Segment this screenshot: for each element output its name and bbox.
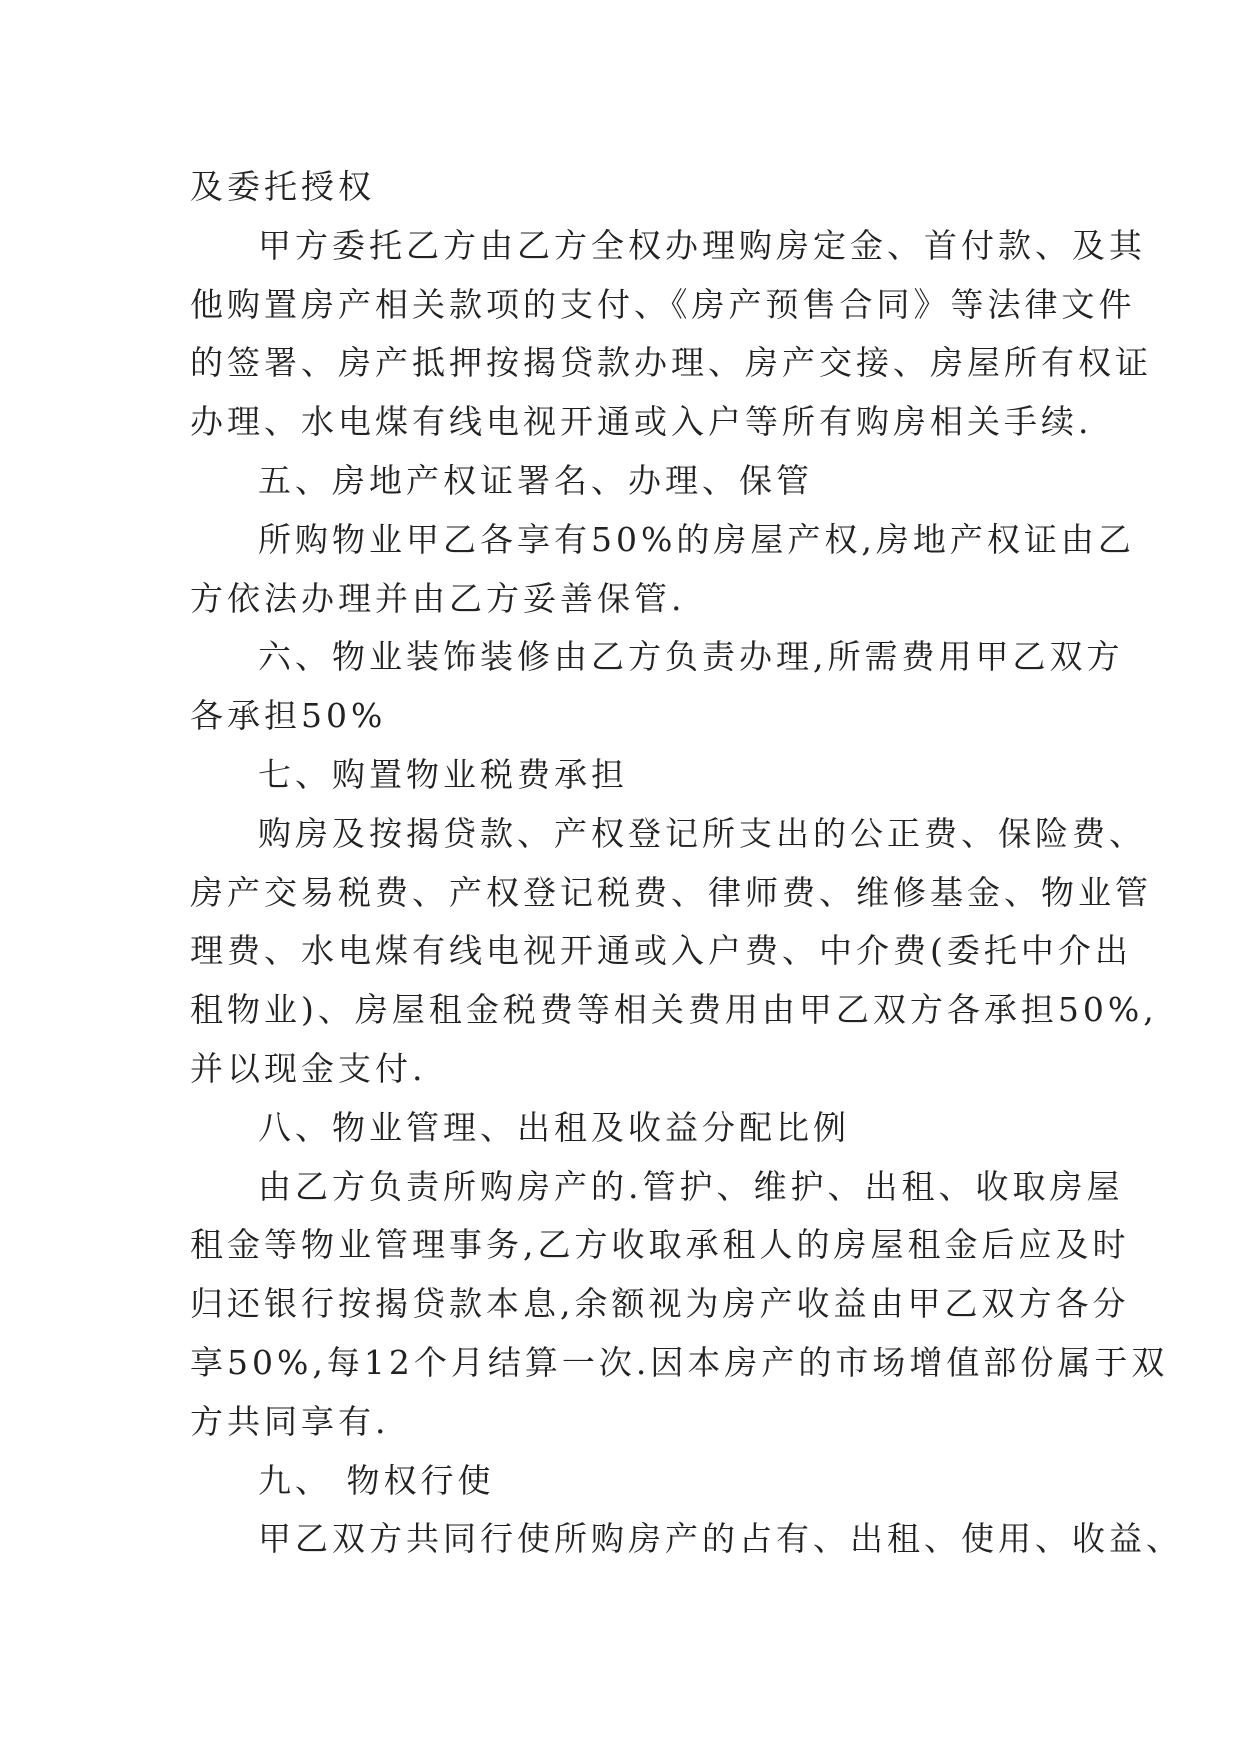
text-line: 方依法办理并由乙方妥善保管.: [190, 578, 686, 618]
document-body: [190, 158, 1183, 1569]
paragraph-start-line: 甲乙双方共同行使所购房产的占有、出租、使用、收益、: [258, 1519, 1183, 1559]
text-line: 租金等物业管理事务,乙方收取承租人的房屋租金后应及时: [190, 1225, 1130, 1265]
section-heading-6: 六、物业装饰装修由乙方负责办理,所需费用甲乙双方: [258, 637, 1124, 677]
paragraph-start-line: 所购物业甲乙各享有50%的房屋产权,房地产权证由乙: [258, 519, 1135, 559]
text-line: 的签署、房产抵押按揭贷款办理、房产交接、房屋所有权证: [190, 343, 1152, 383]
section-heading-7: 七、购置物业税费承担: [258, 754, 628, 794]
text-line: 归还银行按揭贷款本息,余额视为房产收益由甲乙双方各分: [190, 1284, 1130, 1324]
text-line: 享50%,每12个月结算一次.因本房产的市场增值部份属于双: [190, 1342, 1169, 1382]
paragraph-start-line: 购房及按揭贷款、产权登记所支出的公正费、保险费、: [258, 813, 1146, 853]
paragraph-start-line: 由乙方负责所购房产的.管护、维护、出租、收取房屋: [258, 1166, 1124, 1206]
text-line: 他购置房产相关款项的支付、《房产预售合同》等法律文件: [190, 284, 1136, 324]
section-heading-5: 五、房地产权证署名、办理、保管: [258, 460, 813, 500]
text-line: 租物业)、房屋租金税费等相关费用由甲乙双方各承担50%,: [190, 990, 1158, 1030]
paragraph-start-line: 甲方委托乙方由乙方全权办理购房定金、首付款、及其: [258, 225, 1146, 265]
text-line: 房产交易税费、产权登记税费、律师费、维修基金、物业管: [190, 872, 1152, 912]
section-heading-9: 九、 物权行使: [258, 1460, 495, 1500]
text-line: 方共同享有.: [190, 1401, 390, 1441]
section-heading-8: 八、物业管理、出租及收益分配比例: [258, 1107, 850, 1147]
text-line: 理费、水电煤有线电视开通或入户费、中介费(委托中介出: [190, 931, 1132, 971]
text-line: 各承担50%: [190, 696, 387, 736]
text-line: 办理、水电煤有线电视开通或入户等所有购房相关手续.: [190, 402, 1093, 442]
text-line: 并以现金支付.: [190, 1048, 427, 1088]
text-line: 及委托授权: [190, 167, 375, 206]
